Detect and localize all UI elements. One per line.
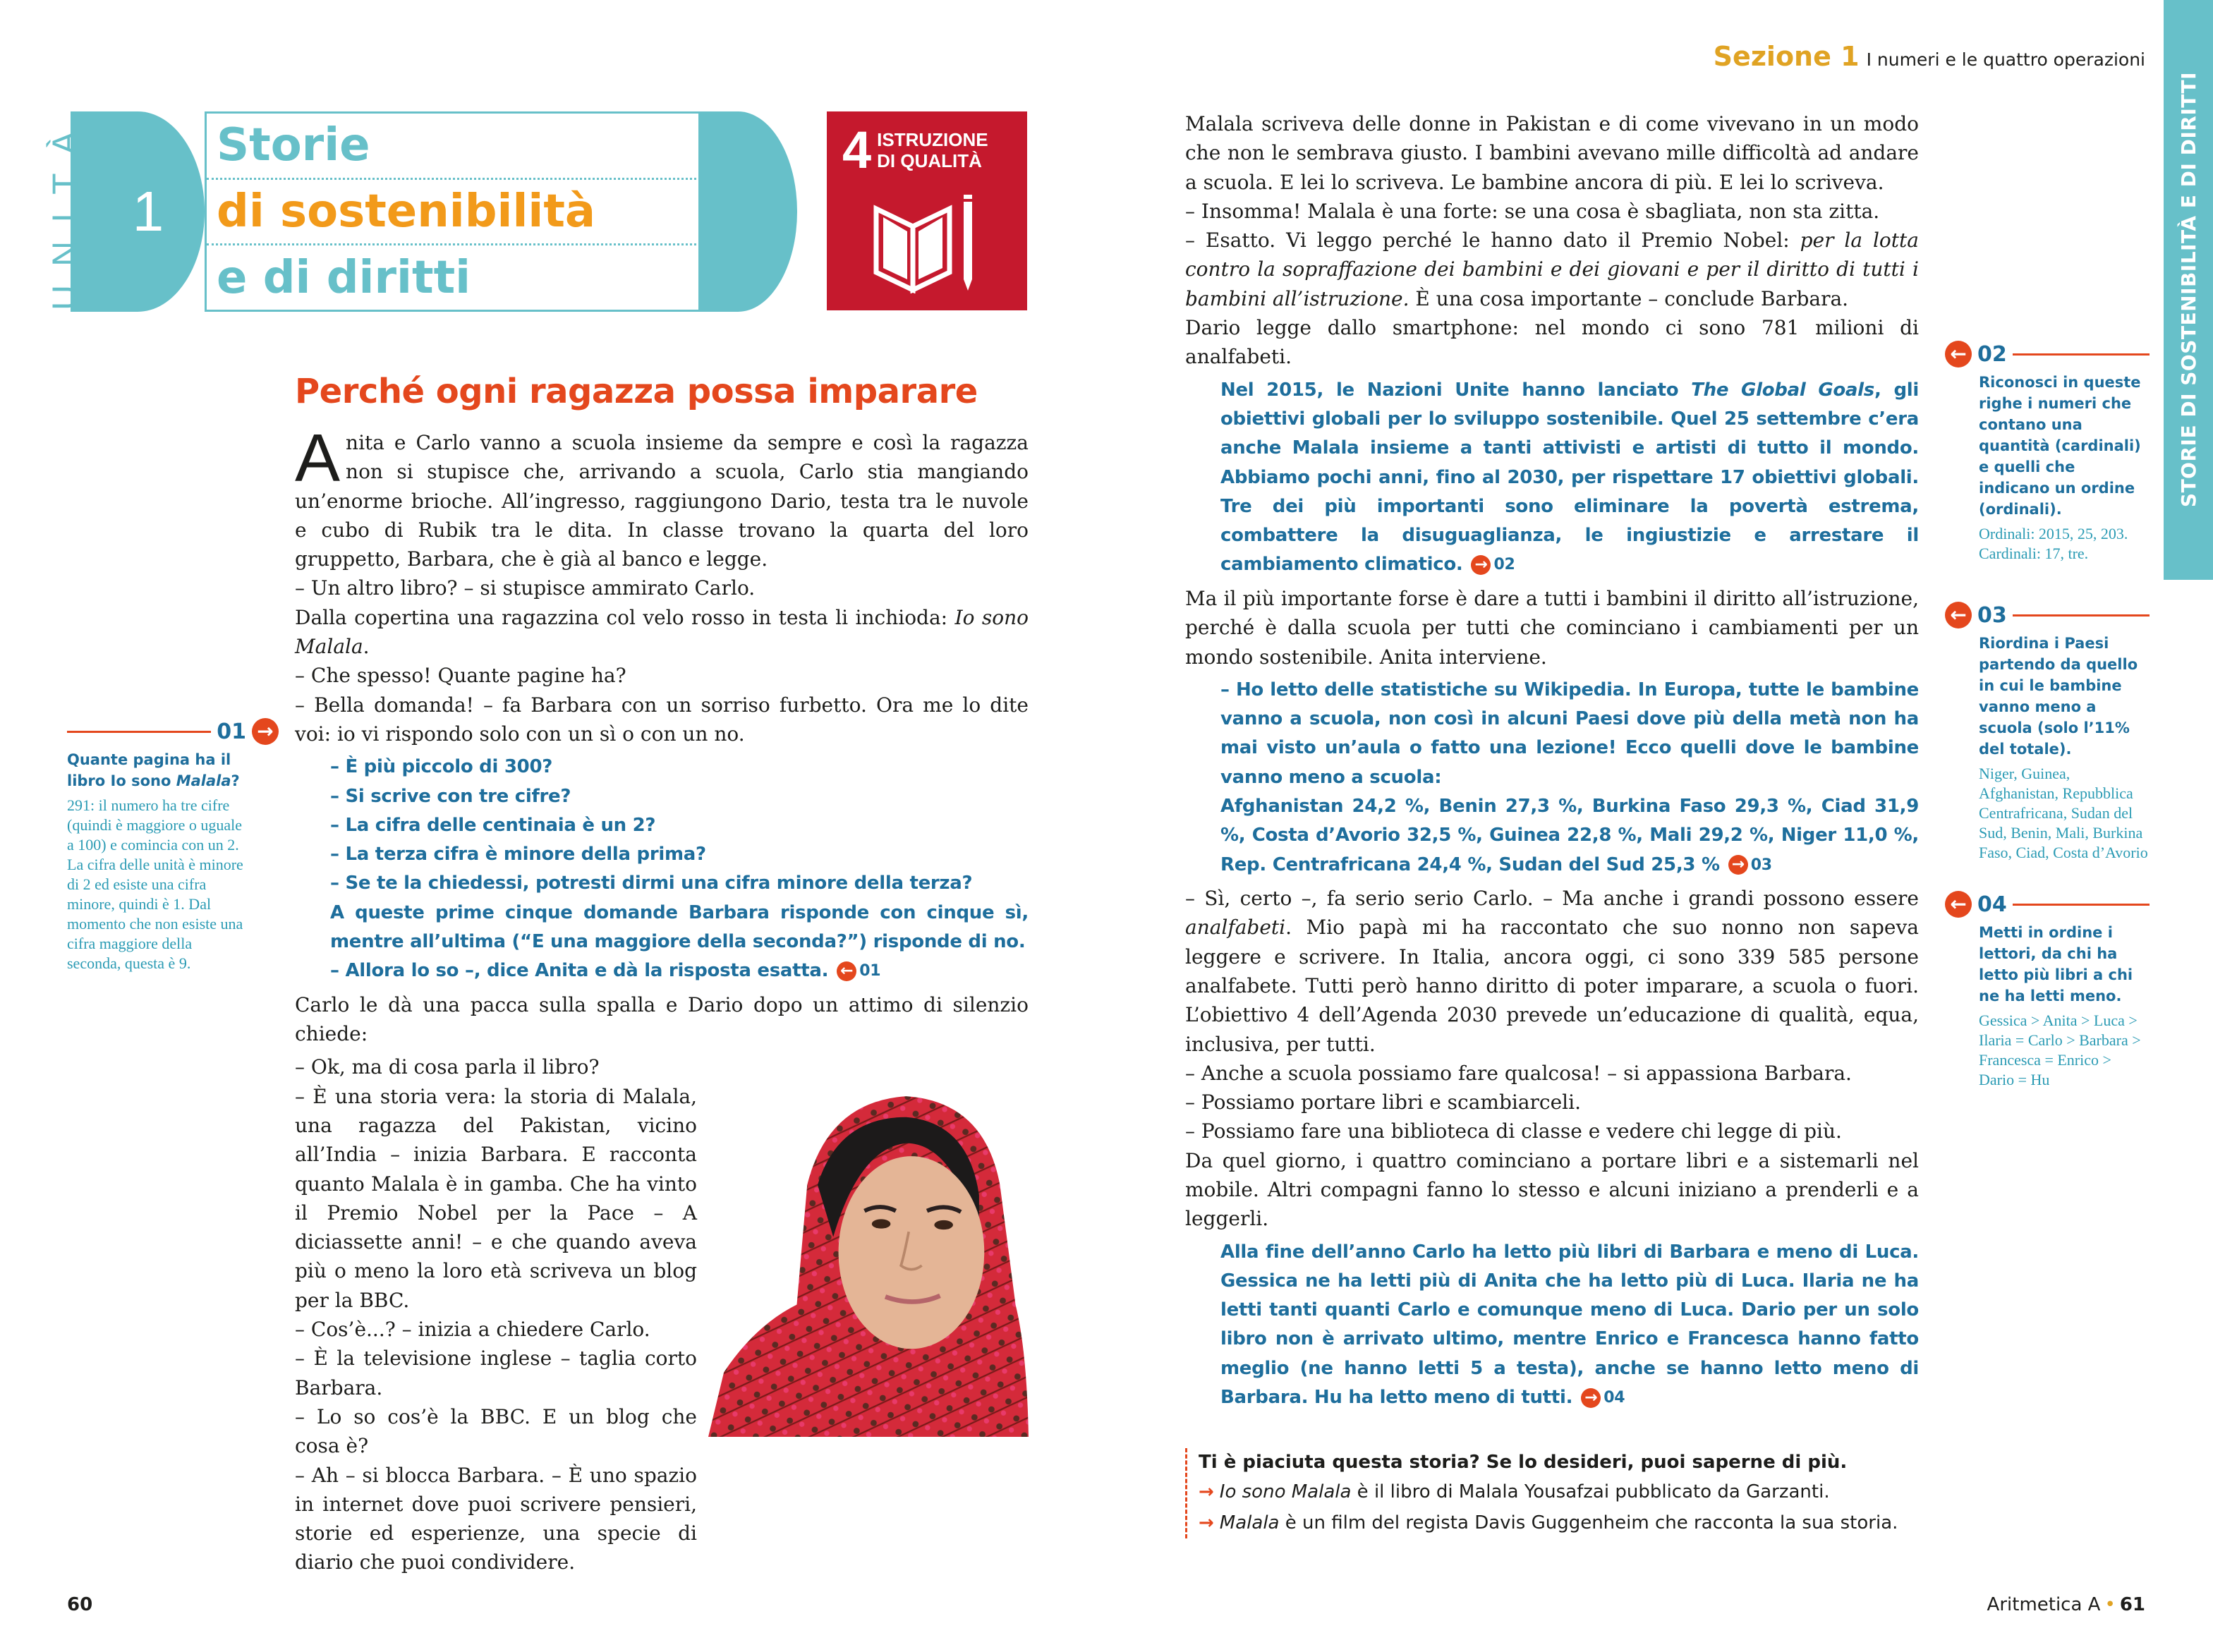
book-name: Aritmetica A: [1987, 1594, 2101, 1615]
narrative-line: Carlo le dà una pacca sulla spalla e Dario dopo un attimo di silenzio chiede:: [295, 992, 1029, 1046]
narrative-line: Malala scriveva delle donne in Pakistan e di come vivevano in un modo che non le sembrava giusto. I bambini avevano mille difficoltà ad andare a scuola. E lei lo scriveva. Le bambine ancora di più. E lei lo scriveva.: [1185, 112, 1919, 194]
note-01-answer: 291: il numero ha tre cifre (quindi è maggiore o uguale a 100) e comincia con un 2. La cifra delle unità è minore di 2 ed esiste una cifra minore, quindi è 1. Dal momento che non esiste una cifra maggiore della seconda, questa è 9.: [67, 796, 243, 972]
ref-link-03[interactable]: [1728, 851, 1772, 880]
note-02: [1945, 341, 2150, 564]
right-margin-notes: [1945, 602, 2150, 1090]
dialogue-line: – Possiamo fare una biblioteca di classe e vedere chi legge di più.: [1185, 1119, 1842, 1143]
dialogue-line: – È la televisione inglese – taglia corto Barbara.: [295, 1347, 697, 1399]
ref-number: 02: [1493, 556, 1515, 574]
dialogue-line: – È una storia vera: la storia di Malala, una ragazza del Pakistan, vicino all’India – inizia Barbara. E racconta quanto Malala è in gamba. Che ha vinto il Premio Nobel per la Pace – A diciassette anni! – e che quando aveva più o meno la loro età scriveva un blog per la BBC.: [295, 1084, 697, 1312]
question-line: – La cifra delle centinaia è un 2?: [330, 814, 656, 836]
arrow-right-icon: →: [1728, 855, 1748, 875]
story-title: Perché ogni ragazza possa imparare: [295, 372, 978, 411]
paragraph-intro: [295, 420, 1029, 573]
question-line: – Si scrive con tre cifre?: [330, 785, 571, 807]
sdg-4-badge: [827, 111, 1027, 310]
footer-dot: •: [2104, 1594, 2116, 1615]
drop-cap: A: [295, 420, 341, 496]
statistics-list: [1220, 792, 1919, 880]
note-04: [1945, 891, 2150, 1090]
side-tab: [2164, 0, 2213, 580]
dialogue-line: – Cos’è...? – inizia a chiedere Carlo.: [295, 1318, 650, 1342]
arrow-left-icon: ←: [837, 961, 856, 981]
readers-text: Alla fine dell’anno Carlo ha letto più libri di Barbara e meno di Luca. Gessica ne ha letti più di Anita che ha letto più di Luca. Ilaria ne ha letti tanti quanti Carlo e comunque meno di Luca. Dario per un solo libro non è arrivato ultimo, mentre Enrico e Francesca hanno fatto meglio (ne hanno letti 5 a testa), anche se hanno letto meno di Barbara. Hu ha letto meno di tutti.: [1220, 1241, 1919, 1409]
arrow-left-icon[interactable]: ←: [1945, 341, 1972, 368]
note-03-question: Riordina i Paesi partendo da quello in cui le bambine vanno meno a scuola (solo l’11% del totale).: [1979, 635, 2138, 758]
note-01-question-italic: Malala: [176, 772, 231, 789]
dialogue-line: – Bella domanda! – fa Barbara con un sorriso furbetto. Ora me lo dite voi: io vi rispondo solo con un sì o con un no.: [295, 693, 1029, 746]
note-04-body: [1945, 922, 2150, 1090]
global-goals-paragraph: [1220, 376, 1919, 580]
carlo-text-end: . Mio papà mi ha raccontato che suo nonno non sapeva leggere e scrivere. In Italia, ancora oggi, ci sono 339 585 persone analfabete. Tutti però hanno diritto di poter imparare, a scuola o fuori. L’obiettivo 4 dell’Agenda 2030 prevede un’educazione di qualità, equa, inclusiva, per tutti.: [1185, 916, 1919, 1056]
carlo-text: – Sì, certo –, fa serio serio Carlo. – Ma anche i grandi possono essere: [1185, 887, 1919, 911]
section-subtitle: I numeri e le quattro operazioni: [1866, 49, 2145, 70]
ref-link-04[interactable]: [1581, 1383, 1625, 1412]
story-text-left-3: [295, 1052, 697, 1577]
learn-more-item-book: [1199, 1476, 1919, 1507]
note-04-answer: Gessica > Anita > Luca > Ilaria = Carlo > Barbara > Francesca = Enrico > Dario = Hu: [1979, 1012, 2141, 1088]
section-label: Sezione 1: [1713, 41, 1860, 72]
dialogue-line: – Anche a scuola possiamo fare qualcosa! – si appassiona Barbara.: [1185, 1061, 1852, 1085]
note-04-question: Metti in ordine i lettori, da chi ha letto più libri a chi ne ha letti meno.: [1979, 924, 2133, 1004]
question-line: – La terza cifra è minore della prima?: [330, 844, 706, 866]
global-goals-text-end: , gli obiettivi globali per lo sviluppo sostenibile. Quel 25 settembre c’era anche Malala insieme a tanti attivisti e artisti di tutto il mondo. Abbiamo pochi anni, fino al 2030, per rispettare 17 obiettivi globali. Tre dei più importanti sono eliminare la povertà estrema, combattere la disuguaglianza, le ingiustizie e arrestare il cambiamento climatico.: [1220, 379, 1919, 576]
exercise-text-03: [1185, 676, 1919, 880]
unit-label-text: UNITÀ: [45, 113, 85, 310]
chapter-title-line-2: di sostenibilità: [207, 178, 701, 244]
page-number-right: 61: [2119, 1594, 2145, 1615]
statistics-values: Afghanistan 24,2 %, Benin 27,3 %, Burkina Faso 29,3 %, Ciad 31,9 %, Costa d’Avorio 32,5 %, Guinea 22,8 %, Mali 29,2 %, Niger 11,0 %, Rep. Centrafricana 24,4 %, Sudan del Sud 25,3 %: [1220, 795, 1919, 875]
dialogue-line: – Lo so cos’è la BBC. E un blog che cosa è?: [295, 1404, 697, 1458]
dialogue-line: – Un altro libro? – si stupisce ammirato Carlo.: [295, 576, 756, 600]
note-01-question: [67, 749, 279, 791]
narrative-line: Da quel giorno, i quattro cominciano a portare libri e a sistemarli nel mobile. Altri compagni fanno lo stesso e alcuni iniziano a prenderli e a leggerli.: [1185, 1148, 1919, 1231]
carlo-italic: analfabeti: [1185, 916, 1286, 940]
question-line: – È più piccolo di 300?: [330, 756, 553, 778]
book-pencil-icon: [871, 195, 983, 293]
note-02-number: 02: [1977, 341, 2007, 367]
exercise-text-04: [1185, 1238, 1919, 1413]
final-line-text: – Allora lo so –, dice Anita e dà la risposta esatta.: [330, 960, 829, 982]
chapter-title-line-3: e di diritti: [207, 243, 701, 310]
right-main-column: [1185, 109, 1919, 1538]
note-04-header: [1945, 891, 2150, 918]
story-text-left-2: [295, 990, 1029, 1049]
note-04-rule: [2013, 904, 2150, 906]
cover-line: [295, 603, 1029, 662]
dialogue-line: – Che spesso! Quante pagine ha?: [295, 664, 626, 688]
section-header: [1714, 41, 2145, 72]
note-01-number: 01: [217, 719, 246, 744]
nobel-line: [1185, 226, 1919, 313]
sdg-label-line-2: DI QUALITÀ: [877, 150, 982, 171]
learn-more-item-text: è un film del regista Davis Guggenheim che racconta la sua storia.: [1279, 1512, 1898, 1533]
note-03-rule: [2013, 614, 2150, 617]
nobel-line-text: – Esatto. Vi leggo perché le hanno dato il Premio Nobel:: [1185, 229, 1800, 253]
story-text-right-2: [1185, 584, 1919, 672]
book-title-italic: Io sono Malala: [295, 605, 1029, 659]
cover-line-end: .: [363, 635, 370, 659]
answer-paragraph: A queste prime cinque domande Barbara risponde con cinque sì, mentre all’ultima (“E una maggiore della seconda?”) risponde di no.: [330, 901, 1029, 953]
unit-number: 1: [132, 180, 164, 243]
final-line: [330, 956, 1029, 985]
nobel-line-end: È una cosa importante – conclude Barbara.: [1409, 286, 1849, 310]
sdg-label: [877, 129, 988, 171]
arrow-right-icon: →: [1199, 1481, 1214, 1502]
face-shape: [839, 1156, 985, 1349]
title-cap-decoration: [698, 111, 797, 312]
global-goals-text: Nel 2015, le Nazioni Unite hanno lanciato: [1220, 379, 1692, 401]
story-text-right-1: [1185, 109, 1919, 372]
ref-number: 04: [1603, 1389, 1625, 1407]
dialogue-line: – Possiamo portare libri e scambiarceli.: [1185, 1091, 1581, 1115]
side-tab-label: STORIE DI SOSTENIBILITÀ E DI DIRITTI: [2176, 72, 2200, 508]
dialogue-line: – Insomma! Malala è una forte: se una cosa è sbagliata, non sta zitta.: [1185, 199, 1880, 223]
dialogue-line: – Ok, ma di cosa parla il libro?: [295, 1055, 600, 1079]
note-03-number: 03: [1977, 602, 2007, 628]
paragraph-intro-text: nita e Carlo vanno a scuola insieme da sempre e così la ragazza non si stupisce che, arrivando a scuola, Carlo stia mangiando un’enorme brioche. All’ingresso, raggiungono Dario, testa tra le nuvole e cubo di Rubik tra le dita. In classe trovano la quarta del loro gruppetto, Barbara, che è già al banco e legge.: [295, 431, 1029, 571]
carlo-paragraph: [1185, 884, 1919, 1059]
learn-more-item-text: è il libro di Malala Yousafzai pubblicato da Garzanti.: [1351, 1481, 1830, 1502]
arrow-right-icon[interactable]: →: [252, 718, 279, 745]
text-and-photo-row: [295, 1052, 1029, 1577]
note-02-answer: Ordinali: 2015, 25, 203. Cardinali: 17, tre.: [1979, 525, 2128, 562]
arrow-right-icon: →: [1471, 555, 1491, 575]
exercise-text-02: [1185, 376, 1919, 580]
ref-link-02[interactable]: [1471, 550, 1515, 579]
narrative-line: Dario legge dallo smartphone: nel mondo ci sono 781 milioni di analfabeti.: [1185, 316, 1919, 369]
story-text-left-1: [295, 420, 1029, 748]
dialogue-line: – Ah – si blocca Barbara. – È uno spazio in internet dove puoi scrivere pensieri, storie ed esperienze, una specie di diario che puoi condividere.: [295, 1463, 697, 1574]
page-footer-right: [1987, 1594, 2145, 1615]
note-03-header: [1945, 602, 2150, 628]
note-04-number: 04: [1977, 892, 2007, 917]
ref-link-01[interactable]: [837, 956, 880, 985]
note-01-question-text: Quante pagina ha il libro Io sono: [67, 751, 231, 789]
ref-number: 03: [1750, 856, 1772, 874]
arrow-right-icon: →: [1199, 1512, 1214, 1533]
arrow-right-icon: →: [1581, 1388, 1601, 1408]
ref-number: 01: [859, 962, 881, 980]
arrow-left-icon[interactable]: ←: [1945, 602, 1972, 628]
cover-line-text: Dalla copertina una ragazzina col velo rosso in testa li inchioda:: [295, 605, 955, 629]
note-03: [1945, 602, 2150, 863]
learn-more-item-italic: Malala: [1219, 1512, 1280, 1533]
arrow-left-icon[interactable]: ←: [1945, 891, 1972, 918]
learn-more-item-italic: Io sono Malala: [1219, 1481, 1352, 1502]
page-number-left: 60: [67, 1594, 93, 1615]
sdg-label-line-1: ISTRUZIONE: [877, 129, 988, 150]
note-02-body: [1945, 372, 2150, 564]
note-01-header: [67, 718, 279, 745]
learn-more-item-film: [1199, 1507, 1919, 1538]
chapter-title-line-1: Storie: [217, 119, 370, 172]
note-03-answer: Niger, Guinea, Afghanistan, Repubblica Centrafricana, Sudan del Sud, Benin, Mali, Burkina Faso, Ciad, Costa d’Avorio: [1979, 765, 2148, 861]
learn-more-title: Ti è piaciuta questa storia? Se lo desideri, puoi saperne di più.: [1199, 1451, 1848, 1473]
readers-paragraph: [1220, 1238, 1919, 1413]
question-line: – Se te la chiedessi, potresti dirmi una cifra minore della terza?: [330, 873, 973, 894]
global-goals-italic: The Global Goals: [1691, 379, 1874, 401]
narrative-line: Ma il più importante forse è dare a tutti i bambini il diritto all’istruzione, perché è dalla scuola per tutti che cominciano i cambiamenti per un mondo sostenibile. Anita interviene.: [1185, 586, 1919, 669]
note-02-question: Riconosci in queste righe i numeri che contano una quantità (cardinali) e quelli che indicano un ordine (ordinali).: [1979, 374, 2141, 518]
sdg-header: [842, 121, 988, 179]
note-03-body: [1945, 633, 2150, 863]
note-02-rule: [2013, 353, 2150, 356]
chapter-title-box: [205, 111, 701, 312]
malala-photo: [708, 1081, 1029, 1437]
unit-label: [44, 111, 86, 312]
note-01: [67, 718, 279, 973]
left-main-column: [295, 370, 1029, 1577]
story-text-right-3: [1185, 884, 1919, 1234]
statistics-intro: – Ho letto delle statistiche su Wikipedia. In Europa, tutte le bambine vanno a scuola, non così in alcuni Paesi dove più della metà non ha mai visto un’aula o fatto una lezione! Ecco quelli dove le bambine vanno meno a scuola:: [1220, 679, 1919, 788]
learn-more-box: [1185, 1448, 1919, 1538]
note-02-header: [1945, 341, 2150, 368]
note-01-rule: [67, 731, 211, 733]
sdg-number: 4: [842, 121, 872, 179]
nobel-quote-italic: per la lotta contro la sopraffazione dei bambini e dei giovani e per il diritto di tutti i bambini all’istruzione.: [1185, 229, 1919, 310]
note-01-question-end: ?: [231, 772, 240, 789]
exercise-text-01: [295, 753, 1029, 986]
